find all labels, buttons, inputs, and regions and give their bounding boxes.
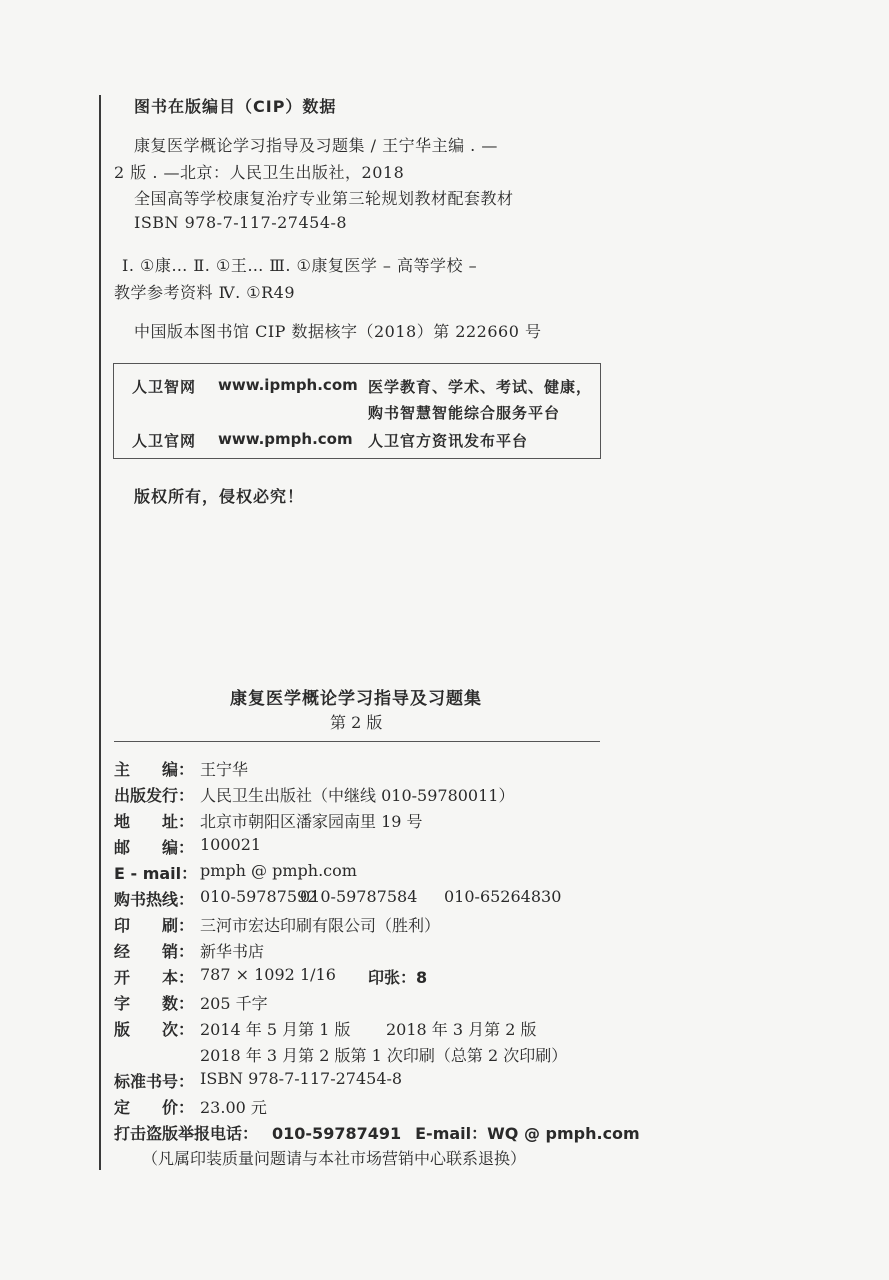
info-label: 版 次： <box>114 1020 195 1039</box>
website-url[interactable]: www.pmph.com <box>218 430 353 448</box>
website-url[interactable]: www.ipmph.com <box>218 376 358 394</box>
cip-record-number: 中国版本图书馆 CIP 数据核字（2018）第 222660 号 <box>134 322 542 341</box>
info-value: 23.00 元 <box>200 1098 267 1117</box>
info-label: 开 本： <box>114 968 195 987</box>
book-edition: 第 2 版 <box>330 713 383 732</box>
book-title: 康复医学概论学习指导及习题集 <box>230 689 482 709</box>
return-note: （凡属印装质量问题请与本社市场营销中心联系退换） <box>142 1149 527 1168</box>
info-value: 三河市宏达印刷有限公司（胜利） <box>200 916 441 935</box>
cip-isbn: ISBN 978-7-117-27454-8 <box>134 213 348 232</box>
info-value: 印张：8 <box>368 968 428 987</box>
cip-title: 图书在版编目（CIP）数据 <box>134 97 337 116</box>
info-label: 购书热线： <box>114 890 195 909</box>
website-row <box>114 376 600 422</box>
info-value: 北京市朝阳区潘家园南里 19 号 <box>200 812 423 831</box>
website-desc: 人卫官方资讯发布平台 <box>368 432 529 450</box>
website-desc: 购书智慧智能综合服务平台 <box>368 404 561 422</box>
info-value: 205 千字 <box>200 994 268 1013</box>
info-value: ISBN 978-7-117-27454-8 <box>200 1069 403 1088</box>
info-value: 010-65264830 <box>444 887 562 906</box>
info-value: 2018 年 3 月第 2 版 <box>386 1020 537 1039</box>
margin-rule <box>99 95 101 1170</box>
info-value: 王宁华 <box>200 760 249 779</box>
report-email: E-mail：WQ @ pmph.com <box>415 1124 640 1143</box>
divider <box>114 741 600 742</box>
info-label: E - mail： <box>114 864 198 883</box>
cip-line: 2 版 . —北京：人民卫生出版社，2018 <box>114 163 405 182</box>
report-label: 打击盗版举报电话： <box>114 1124 259 1143</box>
info-value: 010-59787592 <box>200 887 318 906</box>
cip-classification: 教学参考资料 Ⅳ. ①R49 <box>114 283 295 302</box>
info-label: 印 刷： <box>114 916 195 935</box>
info-value: 2018 年 3 月第 2 版第 1 次印刷（总第 2 次印刷） <box>200 1046 568 1065</box>
info-label: 字 数： <box>114 994 195 1013</box>
info-value: 787 × 1092 <box>200 965 295 984</box>
piracy-report <box>114 1121 654 1144</box>
info-value: 010-59787584 <box>300 887 418 906</box>
info-value: 新华书店 <box>200 942 265 961</box>
website-box <box>113 363 601 459</box>
info-label: 出版发行： <box>114 786 195 805</box>
info-value: 1/16 <box>300 965 336 984</box>
info-label: 邮 编： <box>114 838 195 857</box>
copyright-notice: 版权所有，侵权必究！ <box>134 487 305 506</box>
website-name: 人卫智网 <box>132 378 197 396</box>
info-value: pmph @ pmph.com <box>200 861 357 880</box>
report-phone: 010-59787491 <box>272 1124 402 1143</box>
cip-line: 全国高等学校康复治疗专业第三轮规划教材配套教材 <box>134 189 514 208</box>
info-value: 人民卫生出版社（中继线 010-59780011） <box>200 786 515 805</box>
info-label: 定 价： <box>114 1098 195 1117</box>
info-label: 主 编： <box>114 760 195 779</box>
info-label: 经 销： <box>114 942 195 961</box>
info-value: 2014 年 5 月第 1 版 <box>200 1020 351 1039</box>
cip-line: 康复医学概论学习指导及习题集 / 王宁华主编 . — <box>134 136 498 155</box>
website-name: 人卫官网 <box>132 432 197 450</box>
cip-classification: Ⅰ. ①康… Ⅱ. ①王… Ⅲ. ①康复医学 – 高等学校 – <box>122 256 478 275</box>
website-row <box>114 430 600 456</box>
info-label: 地 址： <box>114 812 195 831</box>
info-value: 100021 <box>200 835 262 854</box>
website-desc: 医学教育、学术、考试、健康， <box>368 378 593 396</box>
info-label: 标准书号： <box>114 1072 195 1091</box>
